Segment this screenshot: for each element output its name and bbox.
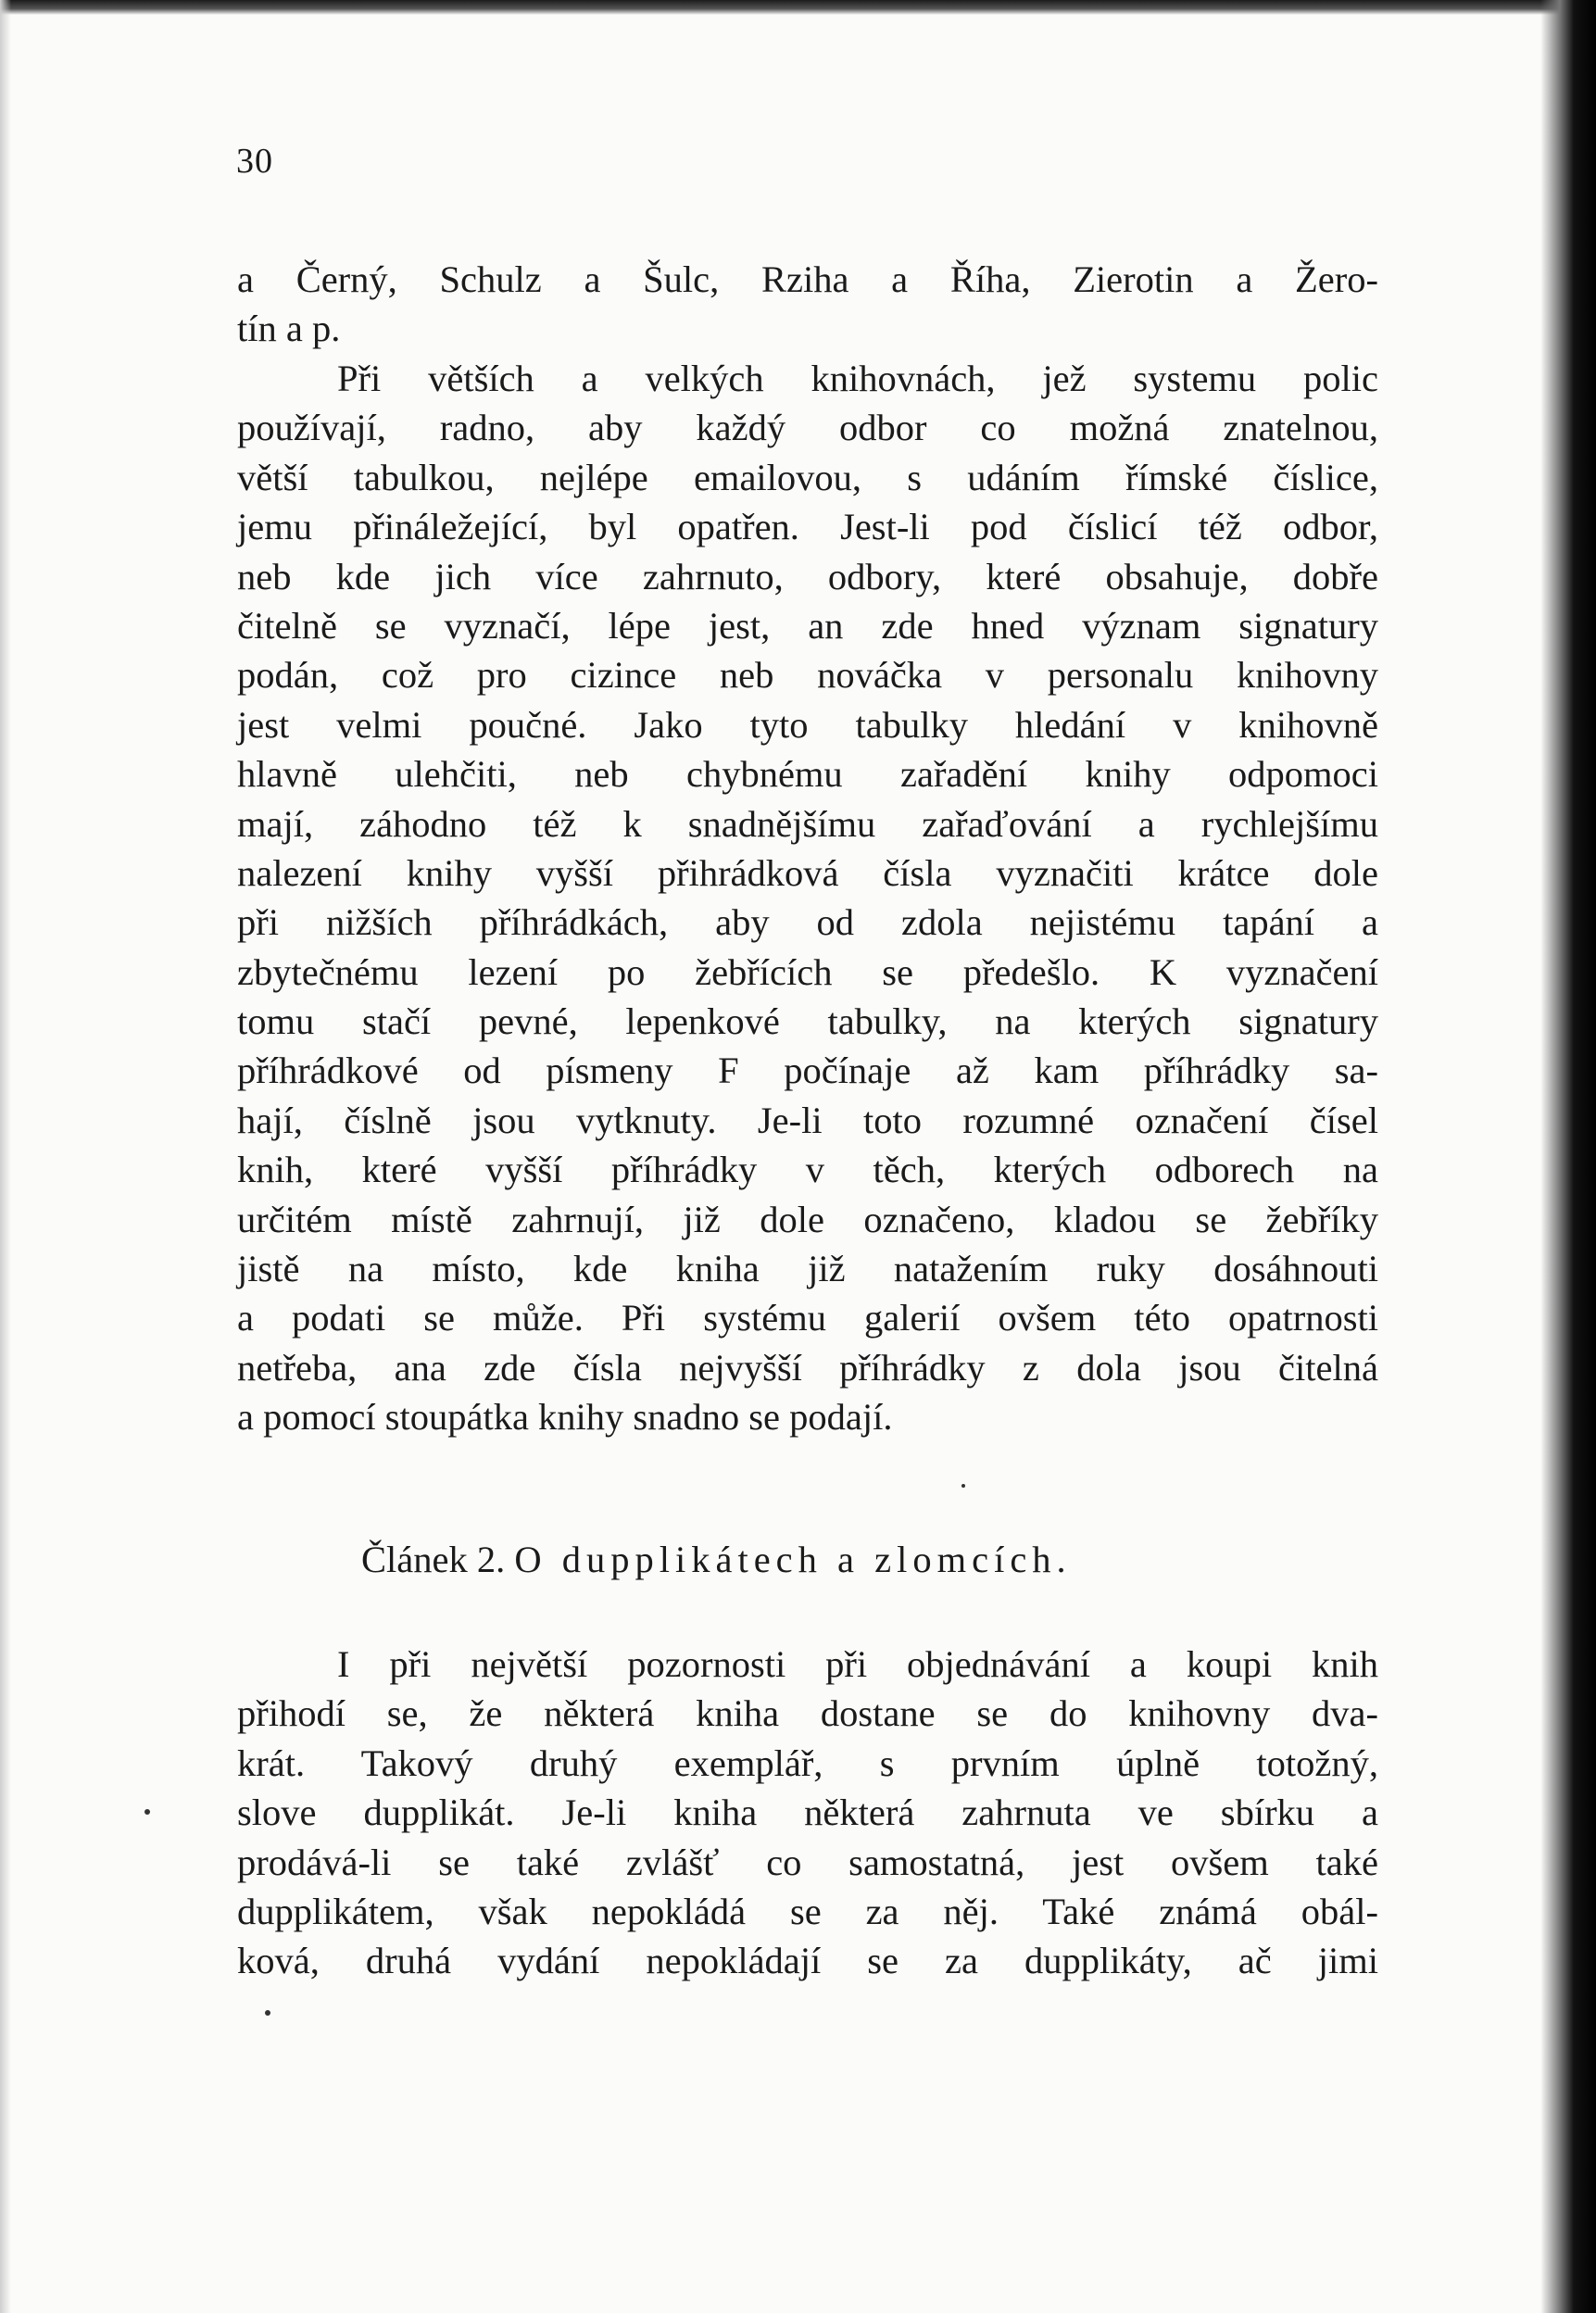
text-line: netřeba, ana zde čísla nejvyšší příhrádky z dola jsou čitelná: [237, 1346, 1378, 1389]
text-line: nalezení knihy vyšší přihrádková čísla vyznačiti krátce dole: [237, 851, 1378, 894]
text-line: používají, radno, aby každý odbor co možná znatelnou,: [237, 407, 1378, 449]
text-line: a podati se může. Při systému galerií ovšem této opatrnosti: [237, 1297, 1378, 1339]
text-line: hají, číslně jsou vytknuty. Je-li toto rozumné označení čísel: [237, 1099, 1378, 1141]
scan-speck: [961, 1484, 965, 1488]
text-line: zbytečnému lezení po žebřících se předešlo. K vyznačení: [237, 950, 1378, 993]
text-line: podán, což pro cizince neb nováčka v personalu knihovny: [237, 654, 1378, 697]
text-line: mají, záhodno též k snadnějšímu zařaďování a rychlejšímu: [237, 802, 1378, 845]
paragraph-duplicates: [237, 1640, 1378, 1986]
text-line: větší tabulkou, nejlépe emailovou, s udáním římské číslice,: [237, 456, 1378, 498]
text-line: I při největší pozornosti při objednávání a koupi knih: [337, 1643, 1378, 1685]
text-line: a pomocí stoupátka knihy snadno se podají.: [237, 1396, 893, 1439]
text-line: jistě na místo, kde kniha již natažením ruky dosáhnouti: [237, 1248, 1378, 1290]
text-line: příhrádkové od písmeny F počínaje až kam příhrádky sa-: [237, 1050, 1378, 1092]
scan-speck: [265, 2010, 270, 2016]
text-line: při nižších příhrádkách, aby od zdola nejistému tapání a: [237, 901, 1378, 944]
section-heading: [361, 1538, 1072, 1581]
text-line: jemu přináležející, byl opatřen. Jest-li pod číslicí též odbor,: [237, 506, 1378, 548]
page-number: 30: [236, 142, 273, 181]
text-line: krát. Takový druhý exemplář, s prvním úplně totožný,: [237, 1741, 1378, 1784]
text-line: knih, které vyšší příhrádky v těch, kterých odborech na: [237, 1149, 1378, 1191]
text-line: slove dupplikát. Je-li kniha některá zahrnuta ve sbírku a: [237, 1791, 1378, 1834]
text-line: prodává-li se také zvlášť co samostatná, jest ovšem také: [237, 1841, 1378, 1883]
page-left-edge-shadow: [0, 0, 11, 2313]
text-line: dupplikátem, však nepokládá se za něj. Také známá obál-: [237, 1890, 1378, 1932]
text-line: určitém místě zahrnují, již dole označeno, kladou se žebříky: [237, 1198, 1378, 1240]
text-line: a Černý, Schulz a Šulc, Rziha a Říha, Zierotin a Žero-: [237, 258, 1378, 300]
paragraph-shelf-labels: [237, 354, 1378, 1442]
text-line: přihodí se, že některá kniha dostane se do knihovny dva-: [237, 1692, 1378, 1735]
heading-title: O dupplikátech a zlomcích.: [514, 1539, 1072, 1580]
text-line: hlavně ulehčiti, neb chybnému zařadění knihy odpomoci: [237, 753, 1378, 796]
text-line: tín a p.: [237, 308, 341, 350]
text-line: neb kde jich více zahrnuto, odbory, které obsahuje, dobře: [237, 555, 1378, 597]
page-right-edge-shadow: [1540, 0, 1596, 2313]
text-line: ková, druhá vydání nepokládají se za dupplikáty, ač jimi: [237, 1940, 1378, 1982]
paragraph-continued: [237, 255, 1378, 354]
text-line: Při větších a velkých knihovnách, jež systemu polic: [337, 358, 1378, 399]
text-line: čitelně se vyznačí, lépe jest, an zde hned význam signatury: [237, 604, 1378, 647]
text-line: jest velmi poučné. Jako tyto tabulky hledání v knihovně: [237, 703, 1378, 746]
heading-prefix: Článek 2.: [361, 1539, 506, 1580]
page-top-edge-shadow: [0, 0, 1596, 15]
text-line: tomu stačí pevné, lepenkové tabulky, na kterých signatury: [237, 1000, 1378, 1043]
scan-speck: [145, 1809, 150, 1815]
